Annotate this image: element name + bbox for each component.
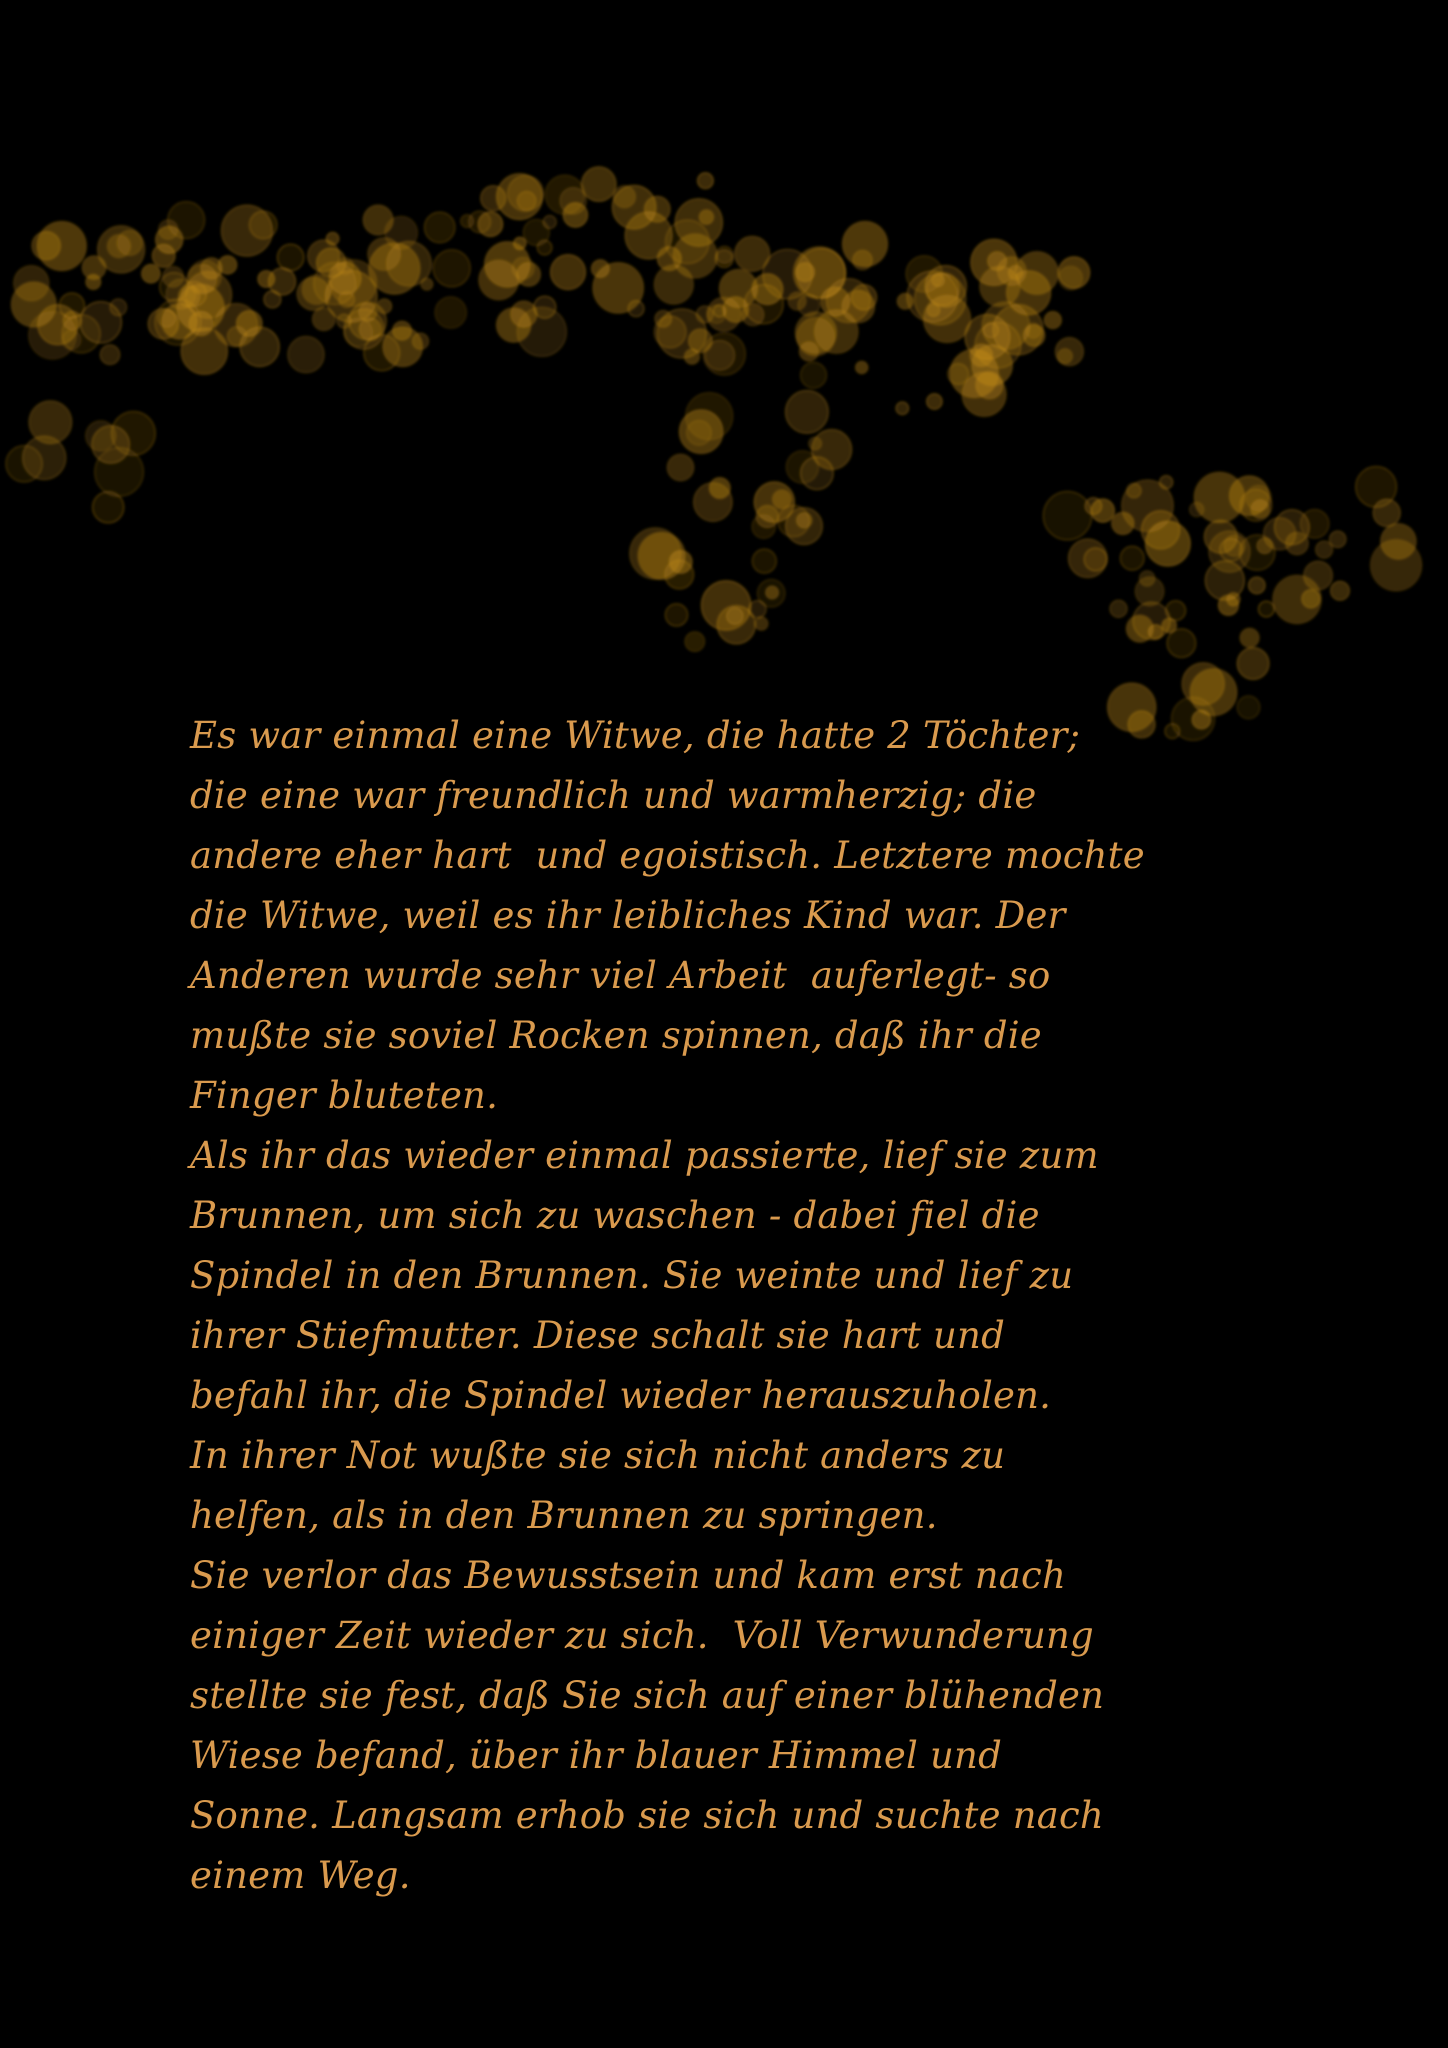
bokeh-dot [1120,546,1144,570]
story-line: Als ihr das wieder einmal passierte, lief sie zum [190,1134,1099,1177]
bokeh-dot [32,232,60,260]
bokeh-dot [927,394,943,410]
story-line: Anderen wurde sehr viel Arbeit auferlegt- so [190,954,1051,997]
bokeh-dot [752,549,776,573]
bokeh-dot [543,216,556,229]
bokeh-dot [948,364,969,385]
bokeh-dot [896,402,909,415]
bokeh-dot [82,256,106,280]
bokeh-dot [349,302,386,339]
bokeh-dot [796,263,815,282]
bokeh-dot [461,215,474,228]
bokeh-dot [821,287,850,316]
bokeh-dot [694,483,733,522]
bokeh-dot [277,244,303,270]
bokeh-dot [757,580,785,608]
bokeh-dot [698,173,714,189]
bokeh-dot [1015,252,1058,295]
bokeh-dot [1237,648,1269,680]
story-line: andere eher hart und egoistisch. Letztere mochte [190,834,1145,877]
bokeh-dot [1204,520,1237,553]
bokeh-dot [218,256,236,274]
bokeh-dot [497,174,543,220]
bokeh-dot [393,321,412,340]
bokeh-dot [679,410,723,454]
story-text [190,706,1270,1906]
bokeh-dot [86,421,116,451]
bokeh-dot [797,318,835,356]
bokeh-dot [1058,257,1089,288]
bokeh-dot [80,302,121,343]
story-line: stellte sie fest, daß Sie sich auf einer blühenden [190,1674,1105,1717]
bokeh-dot [797,513,812,528]
story-line: Sonne. Langsam erhob sie sich und suchte nach [190,1794,1104,1837]
bokeh-dot [1302,590,1320,608]
story-line: In ihrer Not wußte sie sich nicht anders zu [190,1434,1006,1477]
bokeh-dot [326,232,339,245]
bokeh-dot [162,304,198,340]
bokeh-dot [1264,518,1296,550]
bokeh-dot [1149,625,1163,639]
bokeh-dot [628,301,644,317]
story-line: helfen, als in den Brunnen zu springen. [190,1494,938,1537]
story-line: die Witwe, weil es ihr leibliches Kind war. Der [190,894,1066,937]
bokeh-dot [387,241,432,286]
bokeh-dot [708,305,726,323]
bokeh-dot [288,336,324,372]
bokeh-dot [435,297,467,329]
story-line: Wiese befand, über ihr blauer Himmel und [190,1734,1002,1777]
bokeh-dot [545,175,584,214]
bokeh-dot [1167,629,1196,658]
bokeh-dot [95,448,144,497]
bokeh-dot [433,250,470,287]
bokeh-dot [786,391,829,434]
bokeh-dot [701,581,750,630]
bokeh-dot [591,260,609,278]
bokeh-dot [786,451,818,483]
bokeh-dot [1240,628,1259,647]
bokeh-dot [851,285,876,310]
story-line: Es war einmal eine Witwe, die hatte 2 Töchter; [190,714,1081,757]
bokeh-dot [1370,540,1421,591]
bokeh-dot [1259,601,1275,617]
bokeh-dot [742,304,764,326]
bokeh-dot [258,271,275,288]
bokeh-dot [1043,492,1091,540]
bokeh-dot [1044,311,1061,328]
bokeh-dot [727,608,743,624]
bokeh-dot [988,252,1007,271]
bokeh-dot [1356,467,1397,508]
bokeh-dot [537,240,552,255]
bokeh-dot [755,617,768,630]
story-line: Finger bluteten. [190,1074,499,1117]
story-line: mußte sie soviel Rocken spinnen, daß ihr die [190,1014,1042,1057]
story-line: Spindel in den Brunnen. Sie weinte und lief zu [190,1254,1074,1297]
bokeh-dot [667,454,694,481]
bokeh-dot [551,255,586,290]
bokeh-dot [1026,323,1041,338]
bokeh-dot [699,210,713,224]
bokeh-dot [385,216,418,249]
bokeh-dot [312,308,335,331]
bokeh-dot [1227,593,1240,606]
bokeh-dot [485,242,531,288]
bokeh-dot [625,212,672,259]
bokeh-dot [1122,480,1174,532]
bokeh-dot [638,532,685,579]
bokeh-dot [1139,571,1154,586]
story-line: ihrer Stiefmutter. Diese schalt sie hart und [190,1314,1005,1357]
story-line: befahl ihr, die Spindel wieder herauszuholen. [190,1374,1052,1417]
bokeh-dot [927,273,959,305]
bokeh-dot [801,362,827,388]
bokeh-dot [478,212,503,237]
bokeh-dot [424,212,455,243]
story-line: Sie verlor das Bewusstsein und kam erst nach [190,1554,1066,1597]
bokeh-dot [756,506,778,528]
bokeh-dot [302,275,332,305]
bokeh-dot [1068,539,1107,578]
bokeh-dot [1240,490,1272,522]
bokeh-dot [62,330,81,349]
bokeh-dot [142,264,161,283]
bokeh-dot [107,235,130,258]
bokeh-dot [534,296,556,318]
bokeh-dot [1331,581,1350,600]
story-line: die eine war freundlich und warmherzig; die [190,774,1037,817]
bokeh-dot [249,211,277,239]
bokeh-dot [1085,498,1102,515]
bokeh-dot [855,361,868,374]
bokeh-dot [927,304,939,316]
bokeh-dot [23,436,66,479]
bokeh-dot [1304,561,1333,590]
bokeh-dot [705,341,735,371]
bokeh-dot [666,220,710,264]
bokeh-dot [772,490,791,509]
bokeh-dot [970,344,993,367]
bokeh-dot [1055,338,1083,366]
bokeh-dot [11,282,56,327]
bokeh-dot [227,327,246,346]
bokeh-dot [654,316,686,348]
bokeh-dot [842,221,887,266]
story-line: Brunnen, um sich zu waschen - dabei fiel die [190,1194,1040,1237]
story-line: einem Weg. [190,1854,411,1897]
story-line: einiger Zeit wieder zu sich. Voll Verwunderung [190,1614,1094,1657]
bokeh-dot [1329,531,1346,548]
bokeh-dot [1249,577,1266,594]
bokeh-dot [264,291,281,308]
bokeh-dot [1110,600,1127,617]
bokeh-dot [100,345,120,365]
bokeh-dot [685,632,705,652]
bokeh-dot [582,167,617,202]
bokeh-dot [163,266,184,287]
bokeh-dot [156,226,183,253]
bokeh-dot [665,604,687,626]
bokeh-dot [715,250,733,268]
